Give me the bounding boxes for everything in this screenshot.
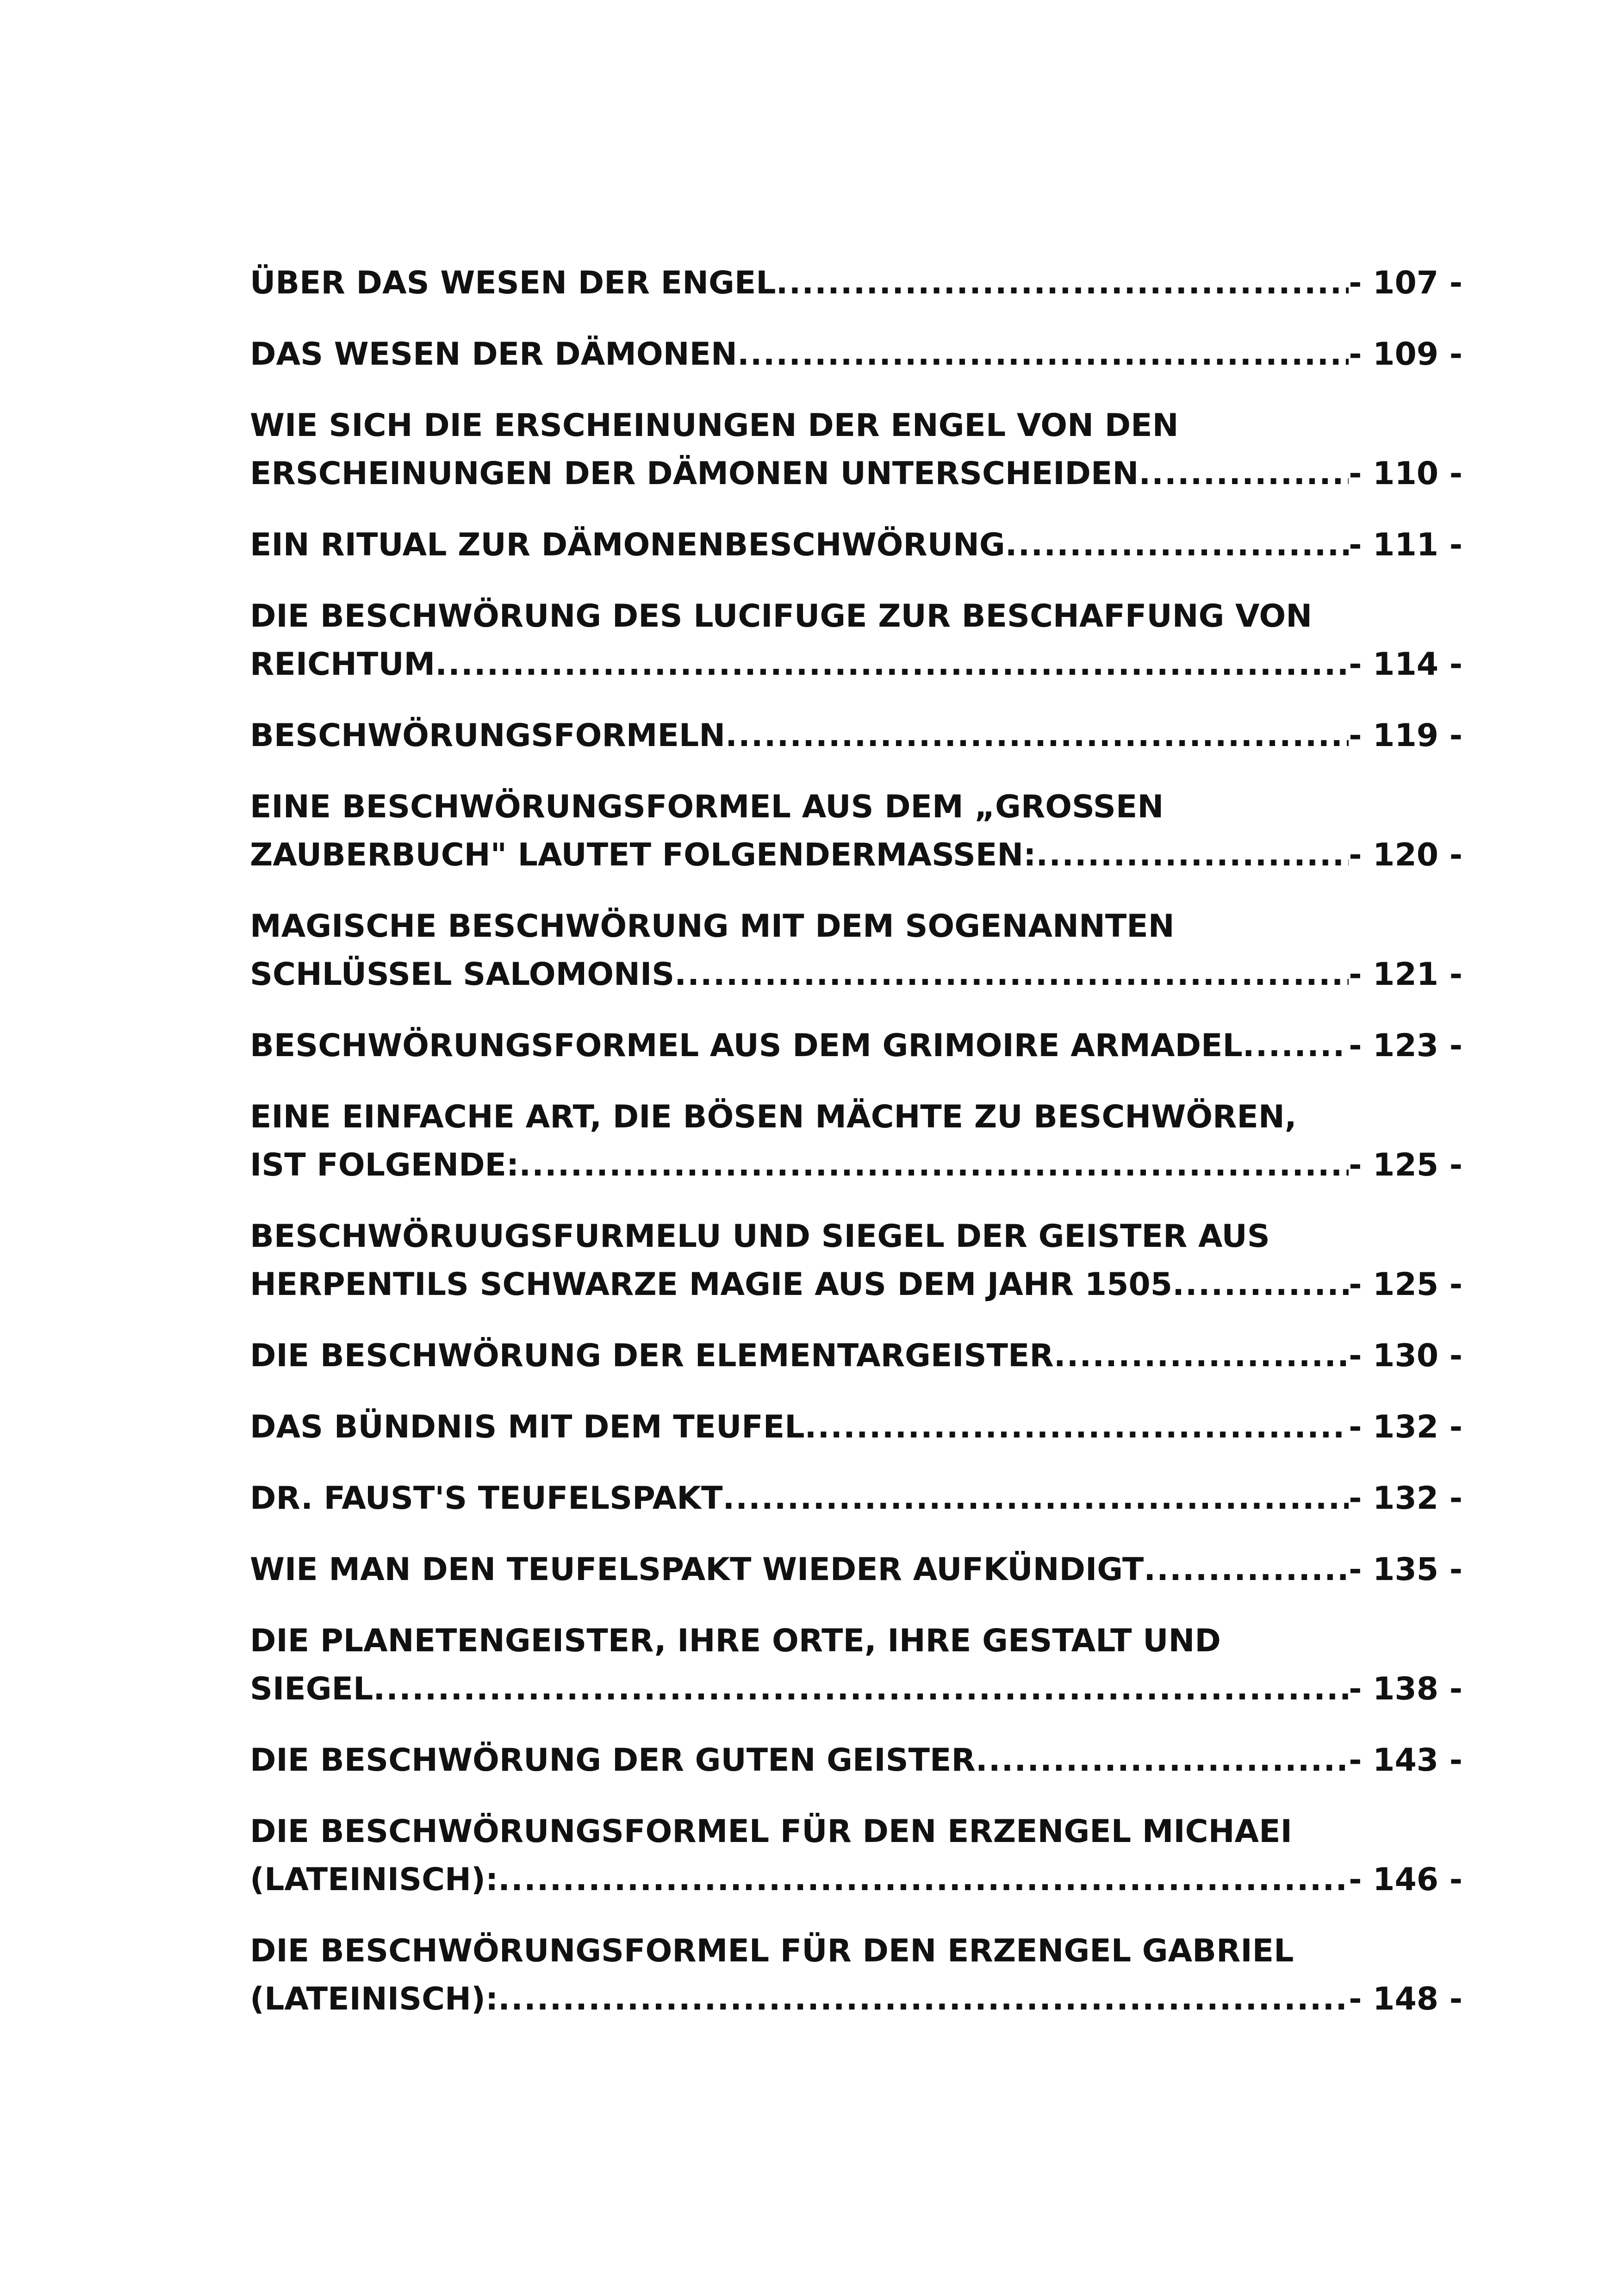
toc-page-number: - 130 - [1349, 1338, 1462, 1374]
toc-page-number: - 114 - [1349, 646, 1462, 683]
toc-page-number: - 125 - [1349, 1147, 1462, 1183]
toc-dot-leader [498, 1856, 1349, 1904]
toc-entry-line [250, 521, 1462, 569]
toc-dot-leader [1054, 1332, 1349, 1380]
toc-entry-line [250, 1975, 1462, 2023]
toc-entry-title: DIE BESCHWÖRUNGSFORMEL FÜR DEN ERZENGEL MICHAEI [250, 1813, 1292, 1850]
toc-dot-leader [1005, 521, 1349, 569]
toc-entry-line [250, 831, 1462, 879]
toc-dot-leader [1172, 1261, 1349, 1309]
toc-dot-leader [776, 259, 1349, 307]
toc-entry-title: EINE EINFACHE ART, DIE BÖSEN MÄCHTE ZU BESCHWÖREN, [250, 1099, 1297, 1135]
toc-page-number: - 146 - [1349, 1861, 1462, 1898]
toc-entry[interactable] [250, 712, 1462, 760]
toc-dot-leader [373, 1665, 1349, 1713]
toc-entry[interactable] [250, 330, 1462, 379]
toc-dot-leader [725, 712, 1349, 760]
toc-entry[interactable] [250, 1736, 1462, 1785]
toc-page-number: - 111 - [1349, 527, 1462, 563]
toc-entry[interactable] [250, 1093, 1462, 1189]
toc-dot-leader [805, 1403, 1349, 1451]
toc-entry-line [250, 1261, 1462, 1309]
toc-entry-title-continued: ZAUBERBUCH" LAUTET FOLGENDERMASSEN: [250, 837, 1036, 873]
toc-page-number: - 135 - [1349, 1551, 1462, 1588]
toc-dot-leader [1036, 831, 1349, 879]
toc-entry-line [250, 712, 1462, 760]
toc-entry[interactable] [250, 592, 1462, 689]
toc-entry-title-continued: IST FOLGENDE: [250, 1147, 519, 1183]
toc-entry-line [250, 450, 1462, 498]
toc-dot-leader [674, 951, 1349, 999]
toc-entry[interactable] [250, 902, 1462, 999]
toc-entry-title-continued: (LATEINISCH): [250, 1981, 498, 2017]
toc-entry-line [250, 1141, 1462, 1189]
toc-entry-line [250, 1403, 1462, 1451]
toc-entry[interactable] [250, 1475, 1462, 1523]
toc-entry[interactable] [250, 1213, 1462, 1309]
toc-entry-title: MAGISCHE BESCHWÖRUNG MIT DEM SOGENANNTEN [250, 908, 1175, 945]
toc-entry-title: WIE SICH DIE ERSCHEINUNGEN DER ENGEL VON DEN [250, 407, 1179, 444]
toc-entry-line [250, 1022, 1462, 1070]
toc-entry[interactable] [250, 1546, 1462, 1594]
toc-page-number: - 123 - [1349, 1027, 1462, 1064]
toc-entry[interactable] [250, 1927, 1462, 2023]
toc-entry-title-continued: SCHLÜSSEL SALOMONIS [250, 956, 675, 993]
toc-entry-title: BESCHWÖRUNGSFORMELN [250, 717, 726, 754]
toc-entry-line [250, 641, 1462, 689]
toc-page-number: - 125 - [1349, 1266, 1462, 1303]
toc-entry[interactable] [250, 521, 1462, 569]
toc-dot-leader [1144, 1546, 1349, 1594]
toc-entry-title: EINE BESCHWÖRUNGSFORMEL AUS DEM „GROSSEN [250, 789, 1164, 825]
toc-dot-leader [435, 641, 1349, 689]
toc-dot-leader [519, 1141, 1349, 1189]
toc-page-number: - 138 - [1349, 1671, 1462, 1707]
toc-page-number: - 109 - [1349, 336, 1462, 373]
toc-entry-title: DR. FAUST'S TEUFELSPAKT [250, 1480, 723, 1517]
toc-dot-leader [1139, 450, 1349, 498]
toc-entry-title: BESCHWÖRUUGSFURMELU UND SIEGEL DER GEISTER AUS [250, 1218, 1270, 1255]
toc-page-number: - 107 - [1349, 265, 1462, 301]
toc-page-number: - 143 - [1349, 1742, 1462, 1779]
toc-entry-title-continued: HERPENTILS SCHWARZE MAGIE AUS DEM JAHR 1505 [250, 1266, 1173, 1303]
toc-entry-line [250, 1665, 1462, 1713]
table-of-contents [250, 259, 1462, 2047]
toc-entry[interactable] [250, 1403, 1462, 1451]
toc-entry-line [250, 951, 1462, 999]
toc-page-number: - 132 - [1349, 1480, 1462, 1517]
toc-entry-title-continued: ERSCHEINUNGEN DER DÄMONEN UNTERSCHEIDEN [250, 455, 1139, 492]
toc-entry-line [250, 330, 1462, 379]
toc-entry-title-continued: REICHTUM [250, 646, 436, 683]
toc-entry-line [250, 1546, 1462, 1594]
toc-entry-title: DIE BESCHWÖRUNG DER GUTEN GEISTER [250, 1742, 976, 1779]
toc-entry[interactable] [250, 1808, 1462, 1904]
toc-entry-title: DAS BÜNDNIS MIT DEM TEUFEL [250, 1409, 805, 1445]
toc-entry-line [250, 1475, 1462, 1523]
toc-entry-title: DIE BESCHWÖRUNG DER ELEMENTARGEISTER [250, 1338, 1054, 1374]
toc-entry-title: DIE BESCHWÖRUNGSFORMEL FÜR DEN ERZENGEL GABRIEL [250, 1933, 1294, 1969]
toc-page-number: - 148 - [1349, 1981, 1462, 2017]
toc-page-number: - 110 - [1349, 455, 1462, 492]
toc-page-number: - 120 - [1349, 837, 1462, 873]
toc-entry-line [250, 1736, 1462, 1785]
toc-entry[interactable] [250, 1617, 1462, 1713]
toc-page-number: - 121 - [1349, 956, 1462, 993]
toc-entry-title: BESCHWÖRUNGSFORMEL AUS DEM GRIMOIRE ARMADEL [250, 1027, 1243, 1064]
toc-entry[interactable] [250, 1332, 1462, 1380]
toc-entry-line [250, 1332, 1462, 1380]
toc-dot-leader [737, 330, 1349, 379]
toc-dot-leader [498, 1975, 1349, 2023]
toc-entry-title: DIE PLANETENGEISTER, IHRE ORTE, IHRE GESTALT UND [250, 1623, 1221, 1659]
toc-entry-title: WIE MAN DEN TEUFELSPAKT WIEDER AUFKÜNDIGT [250, 1551, 1144, 1588]
toc-page-number: - 132 - [1349, 1409, 1462, 1445]
toc-entry-line [250, 1856, 1462, 1904]
toc-entry-title-continued: SIEGEL [250, 1671, 373, 1707]
toc-entry[interactable] [250, 259, 1462, 307]
toc-dot-leader [722, 1475, 1349, 1523]
toc-page-number: - 119 - [1349, 717, 1462, 754]
toc-entry[interactable] [250, 1022, 1462, 1070]
toc-entry-title-continued: (LATEINISCH): [250, 1861, 498, 1898]
toc-entry-title: ÜBER DAS WESEN DER ENGEL [250, 265, 776, 301]
toc-entry[interactable] [250, 402, 1462, 498]
toc-dot-leader [976, 1736, 1349, 1785]
toc-entry-line [250, 259, 1462, 307]
toc-dot-leader [1243, 1022, 1349, 1070]
toc-entry-title: DIE BESCHWÖRUNG DES LUCIFUGE ZUR BESCHAFFUNG VON [250, 598, 1313, 635]
toc-entry-title: DAS WESEN DER DÄMONEN [250, 336, 737, 373]
toc-entry-title: EIN RITUAL ZUR DÄMONENBESCHWÖRUNG [250, 527, 1005, 563]
toc-entry[interactable] [250, 783, 1462, 879]
